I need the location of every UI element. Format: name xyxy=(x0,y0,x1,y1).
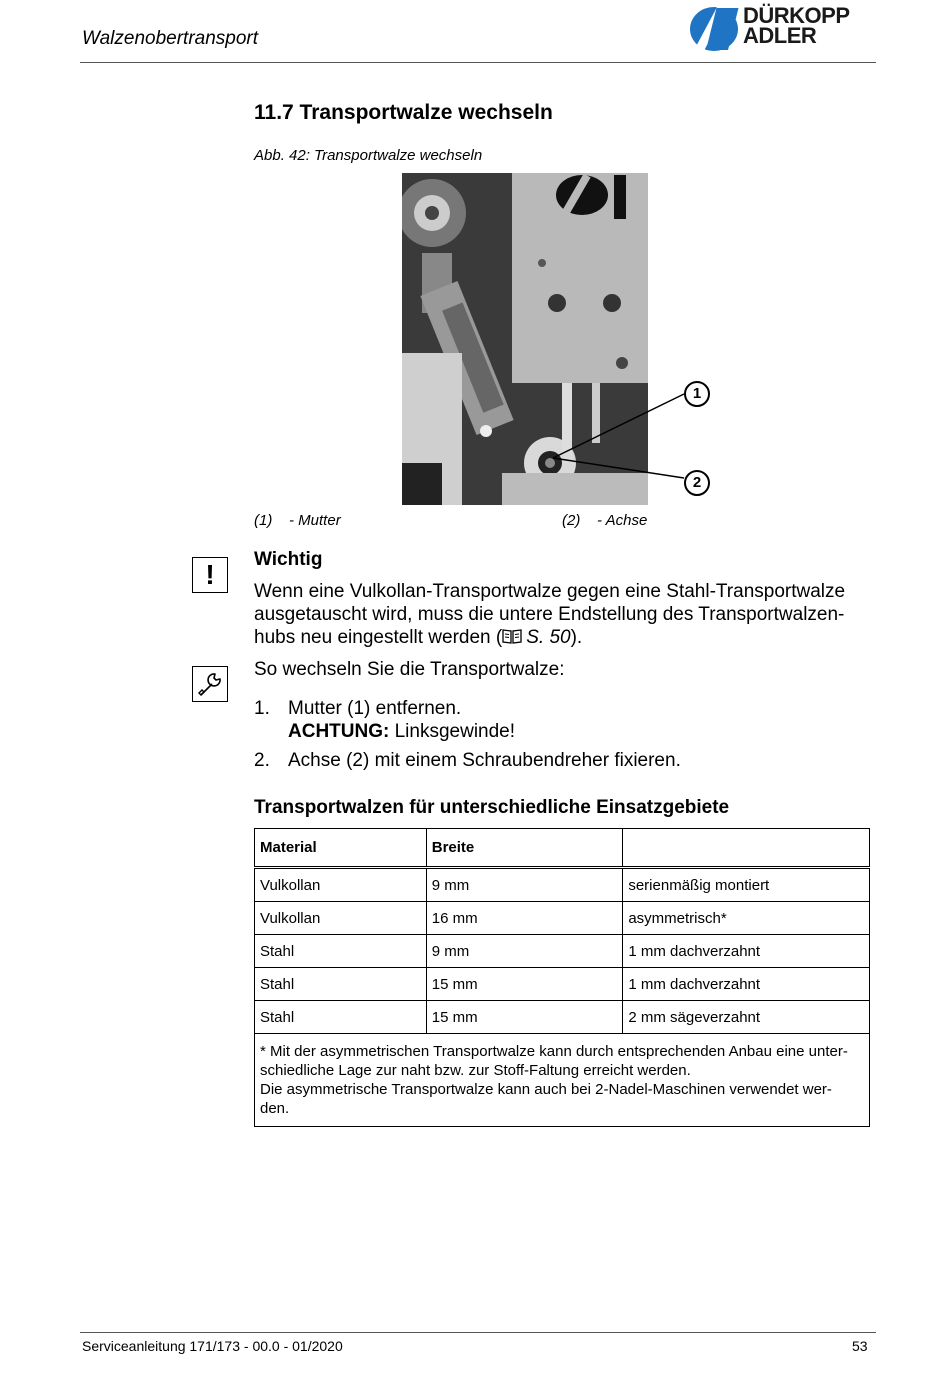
header-title: Walzenobertransport xyxy=(82,28,259,49)
exclamation-icon: ! xyxy=(205,559,215,590)
table-row xyxy=(255,1001,870,1034)
note-line-1: Wenn eine Vulkollan-Transportwalze gegen eine Stahl-Transportwalze xyxy=(254,581,846,602)
table-heading: Transportwalzen für unterschiedliche Einsatzgebiete xyxy=(254,797,730,818)
step-text: Achse (2) mit einem Schraubendreher fixieren. xyxy=(288,750,681,771)
important-box xyxy=(192,557,228,593)
footer-page-number: 53 xyxy=(852,1338,868,1354)
callout-2: 2 xyxy=(684,470,710,496)
table-cell: 1 mm dachverzahnt xyxy=(623,968,870,1001)
footer-document-info: Serviceanleitung 171/173 - 00.0 - 01/2020 xyxy=(82,1338,343,1354)
section-heading: 11.7 Transportwalze wechseln xyxy=(254,101,553,124)
table-cell: Vulkollan xyxy=(255,868,427,902)
table-cell: Vulkollan xyxy=(255,902,427,935)
callout-1: 1 xyxy=(684,381,710,407)
table-header-row xyxy=(255,829,870,868)
table-row xyxy=(255,902,870,935)
legend-item-2 xyxy=(562,512,647,529)
step-number: 2. xyxy=(254,750,270,771)
note-title: Wichtig xyxy=(254,549,323,570)
table-row xyxy=(255,968,870,1001)
note-line-2: ausgetauscht wird, muss die untere Endstellung des Transportwalzen- xyxy=(254,604,845,625)
footer-rule xyxy=(80,1332,876,1333)
table-footnote-row xyxy=(255,1034,870,1127)
logo-text xyxy=(743,3,850,48)
table-row xyxy=(255,868,870,902)
table-row xyxy=(255,935,870,968)
step-2 xyxy=(254,749,681,772)
note-body xyxy=(254,580,864,649)
page-reference-link[interactable]: S. 50 xyxy=(526,627,571,648)
table-cell: 2 mm sägeverzahnt xyxy=(623,1001,870,1034)
table-cell: asymmetrisch* xyxy=(623,902,870,935)
logo-line-2: ADLER xyxy=(743,23,817,48)
procedure-intro: So wechseln Sie die Transportwalze: xyxy=(254,659,565,680)
legend-num: (1) xyxy=(254,512,273,529)
step-number: 1. xyxy=(254,698,270,719)
table-cell: 1 mm dachverzahnt xyxy=(623,935,870,968)
step-warning: ACHTUNG: Linksgewinde! xyxy=(288,721,516,742)
step-1 xyxy=(254,697,515,743)
header-rule xyxy=(80,62,876,63)
table-cell: 15 mm xyxy=(426,968,623,1001)
note-line-3: hubs neu eingestellt werden ( S. 50). xyxy=(254,627,583,648)
step-text: Mutter (1) entfernen. xyxy=(288,698,462,719)
column-header: Material xyxy=(255,829,427,868)
column-header xyxy=(623,829,870,868)
book-icon xyxy=(502,628,522,644)
figure-caption: Abb. 42: Transportwalze wechseln xyxy=(254,147,483,164)
roller-table xyxy=(254,828,870,1127)
table-cell: 9 mm xyxy=(426,935,623,968)
column-header: Breite xyxy=(426,829,623,868)
legend-item-1 xyxy=(254,512,341,529)
legend-label: - Achse xyxy=(597,512,648,529)
machine-photo xyxy=(402,173,648,505)
table-cell: serienmäßig montiert xyxy=(623,868,870,902)
table-cell: 15 mm xyxy=(426,1001,623,1034)
table-footnote: * Mit der asymmetrischen Transportwalze kann durch entsprechenden Anbau eine unter- schiedliche Lage zur naht bzw. zur Stoff-Faltung erreicht werden. Die asymmetrische Transportwalze kann auch bei 2-Nadel-Maschinen verwendet wer- den. xyxy=(255,1034,870,1127)
table-cell: 16 mm xyxy=(426,902,623,935)
legend-label: - Mutter xyxy=(289,512,341,529)
logo-line-1: DÜRKOPP xyxy=(743,3,850,28)
legend-num: (2) xyxy=(562,512,581,529)
table-cell: Stahl xyxy=(255,968,427,1001)
table-cell: Stahl xyxy=(255,1001,427,1034)
table-cell: 9 mm xyxy=(426,868,623,902)
wrench-icon xyxy=(196,670,224,698)
table-cell: Stahl xyxy=(255,935,427,968)
procedure-box xyxy=(192,666,228,702)
